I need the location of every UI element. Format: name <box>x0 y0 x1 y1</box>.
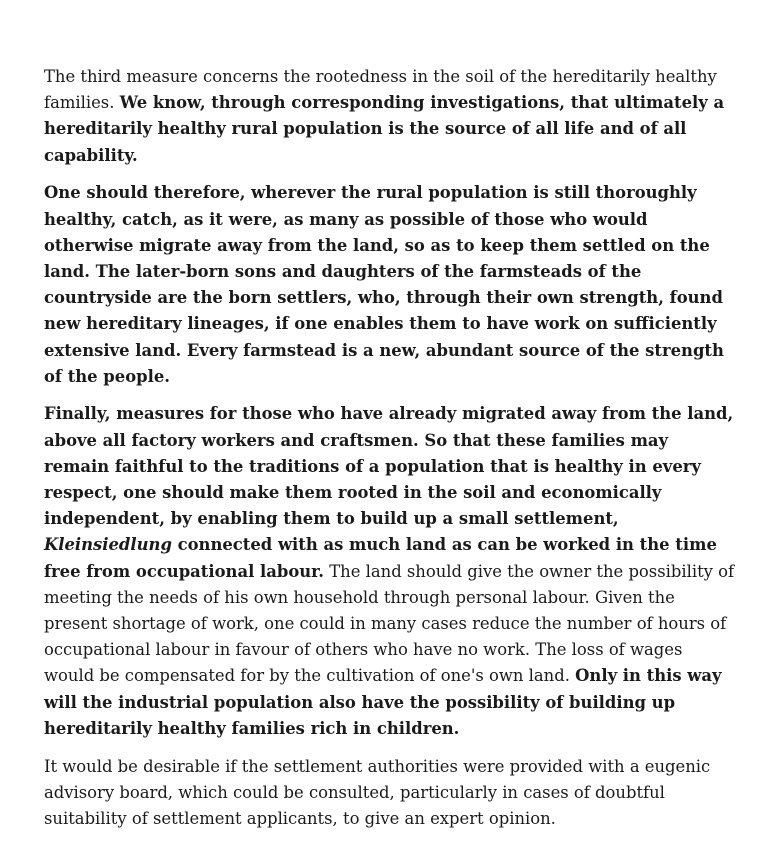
bold-text-span: Only in this way will the industrial population also have the possibility of building up hereditarily healthy families rich in children. <box>44 666 722 738</box>
bold-text-span: Finally, measures for those who have already migrated away from the land, above all factory workers and craftsmen. So that these families may remain faithful to the traditions of a population that is healthy in every respect, one should make them rooted in the soil and economically independent, by enabling them to build up a small settlement, <box>44 404 734 529</box>
text-span: It would be desirable if the settlement authorities were provided with a eugenic advisory board, which could be consulted, particularly in cases of doubtful suitability of settlement applicants, to give an expert opinion. <box>44 756 711 828</box>
bold-italic-term: Kleinsiedlung <box>44 535 172 555</box>
text-span: The third measure concerns the rootedness in the soil of the hereditarily healthy families. <box>44 67 717 113</box>
bold-text-span: One should therefore, wherever the rural population is still thoroughly healthy, catch, as it were, as many as possible of those who would otherwise migrate away from the land, so as to keep them settled on the land. The later-born sons and daughters of the farmsteads of the countryside are the born settlers, who, through their own strength, found new hereditary lineages, if one enables them to have work on sufficiently extensive land. Every farmstead is a new, abundant source of the strength of the people. <box>44 183 724 386</box>
paragraph-3 <box>44 401 735 742</box>
paragraph-4 <box>44 754 735 833</box>
paragraph-1 <box>44 64 735 169</box>
paragraph-2 <box>44 180 735 390</box>
bold-text-span: connected with as much land as can be worked in the time free from occupational labour. <box>44 535 717 581</box>
text-span: The land should give the owner the possibility of meeting the needs of his own household through personal labour. Given the present shortage of work, one could in many cases reduce the number of hours of occupational labour in favour of others who have no work. The loss of wages would be compensated for by the cultivation of one's own land. <box>44 561 735 686</box>
bold-text-span: We know, through corresponding investigations, that ultimately a hereditarily healthy rural population is the source of all life and of all capability. <box>44 93 725 165</box>
